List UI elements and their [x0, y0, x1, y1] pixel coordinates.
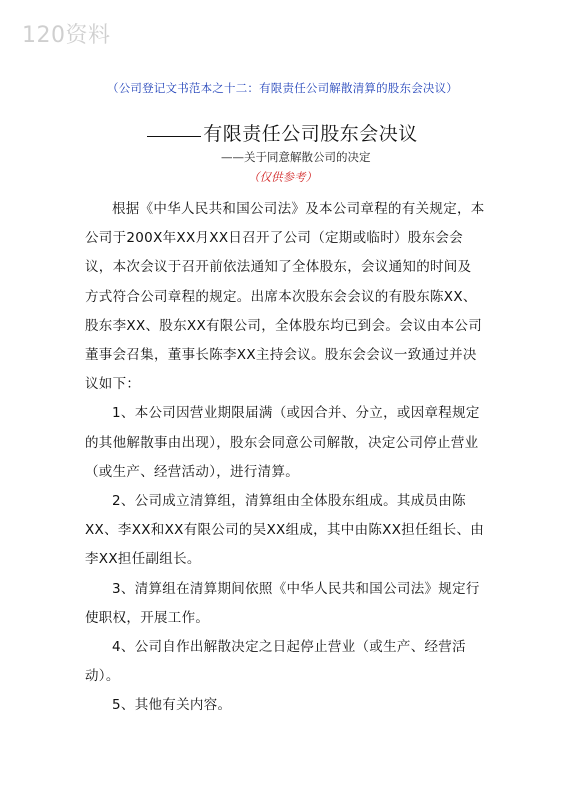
paragraph-item-5: 5、其他有关内容。 [112, 697, 232, 714]
title-blank-line [147, 136, 201, 137]
disclaimer: （仅供参考） [248, 170, 317, 184]
paragraph-item-3: 3、清算组在清算期间依照《中华人民共和国公司法》规定行使职权，开展工作。 [85, 580, 480, 626]
document-title [0, 119, 565, 146]
paragraph-item-4: 4、公司自作出解散决定之日起停止营业（或生产、经营活动）。 [85, 639, 466, 685]
paragraph-item-1: 1、本公司因营业期限届满（或因合并、分立，或因章程规定的其他解散事由出现），股东会同意公司解散，决定公司停止营业（或生产、经营活动），进行清算。 [85, 405, 480, 480]
document-subtitle: ——关于同意解散公司的决定 [221, 150, 371, 164]
document-body [85, 195, 485, 721]
title-text: 有限责任公司股东会决议 [203, 123, 418, 145]
paragraph-intro: 根据《中华人民共和国公司法》及本公司章程的有关规定，本公司于200X年XX月XX日召开了公司（定期或临时）股东会会议，本次会议于召开前依法通知了全体股东，会议通知的时间及方式符合公司章程的规定。出席本次股东会会议的有股东陈XX、股东李XX、股东XX有限公司，全体股东均已到会。会议由本公司董事会召集，董事长陈李XX主持会议。股东会会议一致通过并决议如下： [85, 201, 485, 393]
paragraph-item-2: 2、公司成立清算组，清算组由全体股东组成。其成员由陈XX、李XX和XX有限公司的吴XX组成，其中由陈XX担任组长、由李XX担任副组长。 [85, 493, 485, 568]
header-note: （公司登记文书范本之十二：有限责任公司解散清算的股东会决议） [107, 81, 458, 95]
watermark: 120资料 [22, 23, 111, 48]
